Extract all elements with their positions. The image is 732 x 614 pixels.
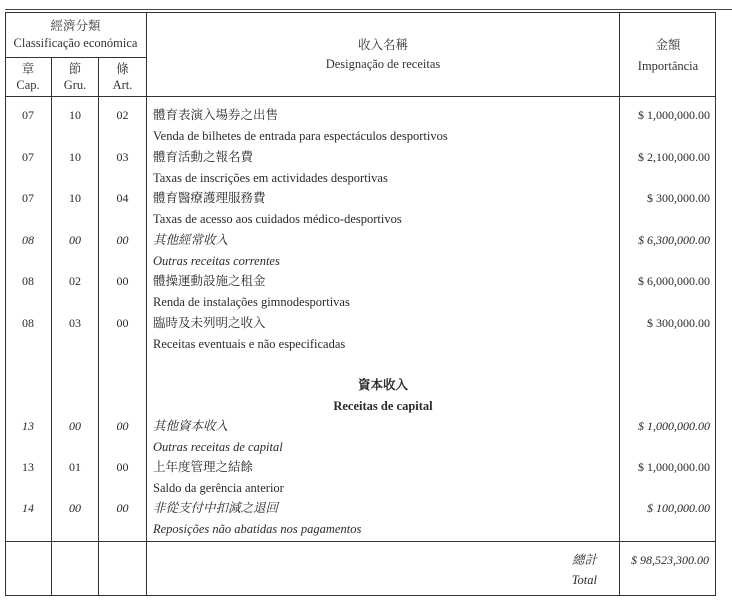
cap-cell: 14 — [22, 501, 34, 515]
amount-zh: 金額 — [655, 38, 681, 52]
designation-pt-cell: Reposições não abatidas nos pagamentos — [153, 522, 362, 536]
art-cell: 00 — [116, 501, 129, 515]
designation-pt-cell: Receitas eventuais e não especificadas — [153, 336, 346, 351]
amount-cell: $ 6,300,000.00 — [638, 232, 710, 247]
amount-cell: $ 6,000,000.00 — [638, 274, 710, 288]
total-label-zh: 總計 — [571, 553, 597, 567]
designation-zh-cell: 其他經常收入 — [153, 232, 229, 247]
art-cell: 00 — [116, 460, 129, 474]
designation-pt-cell: Outras receitas de capital — [153, 440, 283, 454]
gru-cell: 10 — [69, 108, 81, 122]
designation-zh: 收入名稱 — [357, 38, 408, 52]
art-pt: Art. — [112, 78, 133, 92]
art-cell: 00 — [116, 315, 129, 330]
designation-pt-cell: Saldo da gerência anterior — [153, 481, 284, 495]
total-top-line — [5, 541, 716, 542]
amount-cell: $ 1,000,000.00 — [638, 419, 710, 433]
designation-zh-cell: 非從支付中扣減之退回 — [153, 501, 279, 515]
amount-cell: $ 300,000.00 — [647, 315, 710, 330]
designation-zh-cell: 體操運動設施之租金 — [153, 274, 266, 288]
classification-pt: Classificação económica — [13, 36, 138, 50]
amount-cell: $ 1,000,000.00 — [638, 108, 710, 122]
total-label-pt: Total — [571, 573, 597, 587]
designation-zh-cell: 體育醫療護理服務費 — [153, 191, 266, 205]
designation-zh-cell: 其他資本收入 — [153, 419, 229, 433]
designation-zh-cell: 臨時及未列明之收入 — [153, 315, 266, 330]
gru-zh: 節 — [68, 62, 82, 76]
gru-cell: 00 — [69, 232, 81, 247]
art-cell: 00 — [116, 274, 129, 288]
cap-cell: 07 — [22, 149, 34, 164]
gru-cell: 10 — [69, 191, 81, 205]
designation-zh-cell: 體育表演入場券之出售 — [153, 108, 279, 122]
art-cell: 03 — [116, 149, 129, 164]
cap-cell: 08 — [22, 274, 34, 288]
amount-cell: $ 2,100,000.00 — [638, 149, 710, 164]
designation-zh-cell: 上年度管理之結餘 — [153, 460, 254, 474]
cap-zh: 章 — [21, 62, 35, 76]
cap-pt: Cap. — [16, 78, 40, 92]
cap-cell: 13 — [22, 419, 34, 433]
art-cell: 00 — [116, 419, 129, 433]
gru-cell: 01 — [69, 460, 81, 474]
gru-cell: 02 — [69, 274, 81, 288]
header-bottom-line — [5, 96, 716, 97]
cap-cell: 08 — [22, 315, 34, 330]
designation-pt-cell: Venda de bilhetes de entrada para espectáculos desportivos — [153, 129, 448, 143]
gru-cell: 10 — [69, 149, 81, 164]
designation-pt: Designação de receitas — [325, 57, 441, 71]
amount-cell: $ 100,000.00 — [647, 501, 710, 515]
art-zh: 條 — [116, 62, 129, 76]
cap-cell: 07 — [22, 108, 34, 122]
gru-cell: 03 — [69, 315, 81, 330]
col-divider-art — [146, 12, 147, 596]
designation-pt-cell: Renda de instalações gimnodesportivas — [153, 295, 350, 309]
section-title-pt: Receitas de capital — [333, 399, 433, 413]
cap-cell: 13 — [22, 460, 34, 474]
section-title-zh: 資本收入 — [357, 378, 408, 392]
classification-zh: 經濟分類 — [50, 19, 101, 33]
art-cell: 04 — [116, 191, 129, 205]
classification-subline — [5, 57, 146, 58]
top-rule — [5, 9, 732, 10]
gru-cell: 00 — [69, 419, 81, 433]
designation-pt-cell: Outras receitas correntes — [153, 253, 280, 268]
art-cell: 02 — [116, 108, 129, 122]
designation-pt-cell: Taxas de inscrições em actividades desportivas — [153, 170, 388, 185]
cap-cell: 07 — [22, 191, 34, 205]
cap-cell: 08 — [22, 232, 34, 247]
amount-pt: Importância — [637, 59, 699, 73]
gru-cell: 00 — [69, 501, 81, 515]
amount-cell: $ 300,000.00 — [647, 191, 710, 205]
gru-pt: Gru. — [63, 78, 87, 92]
amount-cell: $ 1,000,000.00 — [638, 460, 710, 474]
designation-zh-cell: 體育活動之報名費 — [153, 149, 254, 164]
art-cell: 00 — [116, 232, 129, 247]
total-amount: $ 98,523,300.00 — [631, 553, 709, 567]
designation-pt-cell: Taxas de acesso aos cuidados médico-desportivos — [153, 212, 402, 226]
